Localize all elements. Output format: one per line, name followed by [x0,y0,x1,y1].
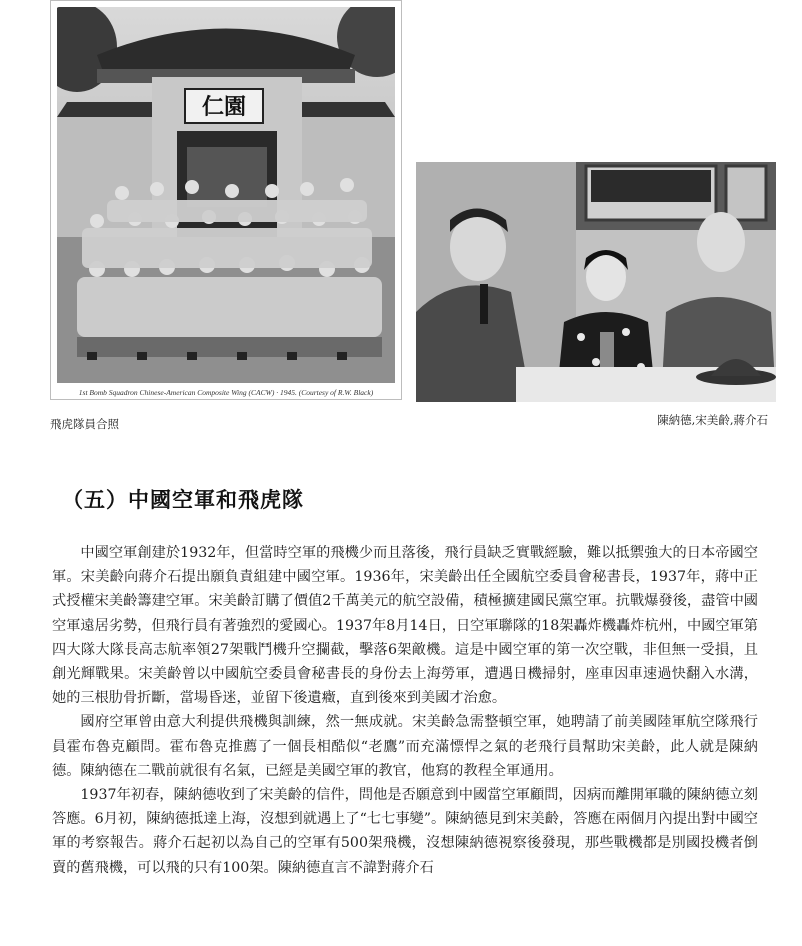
left-photo-caption: 飛虎隊員合照 [50,417,119,431]
section-heading: （五）中國空軍和飛虎隊 [62,488,304,512]
portrait-photo [416,162,776,402]
paragraph-3: 1937年初春，陳納德收到了宋美齡的信件，問他是否願意到中國當空軍顧問，因病而離開軍職的陳納德立刻答應。6月初，陳納德抵達上海，沒想到就遇上了“七七事變”。陳納德見到宋美齡，答應在兩個月內提出對中國空軍的考察報告。蔣介石起初以為自己的空軍有500架飛機，沒想陳納德視察後發現，那些戰機都是別國投機者倒賣的舊飛機，可以飛的只有100架。陳納德直言不諱對蔣介石 [52,787,758,876]
photo-credit: 1st Bomb Squadron Chinese-American Composite Wing (CACW) · 1945. (Courtesy of R.W. Black) [78,388,374,397]
group-photo-image [57,7,395,383]
article-body [52,541,758,880]
paragraph-1: 中國空軍創建於1932年，但當時空軍的飛機少而且落後，飛行員缺乏實戰經驗，難以抵禦強大的日本帝國空軍。宋美齡向蔣介石提出願負責組建中國空軍。1936年，宋美齡出任全國航空委員會秘書長，1937年，蔣中正式授權宋美齡籌建空軍。宋美齡訂購了價值2千萬美元的航空設備，積極擴建國民黨空軍。抗戰爆發後，盡管中國空軍遠居劣勢，但飛行員有著強烈的愛國心。1937年8月14日，日空軍聯隊的18架轟炸機轟炸杭州，中國空軍第四大隊大隊長高志航率領27架戰鬥機升空攔截，擊落6架敵機。這是中國空軍的第一次空戰，非但無一受損，且創光輝戰果。宋美齡曾以中國航空委員會秘書長的身份去上海勞軍，遭遇日機掃射，座車因車速過快翻入水溝，她的三根肋骨折斷，當場昏迷，並留下後遺癥，直到後來到美國才治愈。 [52,545,758,707]
group-photo-illustration [57,7,395,383]
paragraph-2: 國府空軍曾由意大利提供飛機與訓練，然一無成就。宋美齡急需整頓空軍，她聘請了前美國陸軍航空隊飛行員霍布魯克顧問。霍布魯克推薦了一個長相酷似“老鷹”而充滿慓悍之氣的老飛行員幫助宋美齡，此人就是陳納德。陳納德在二戰前就很有名氣，已經是美國空軍的教官，他寫的教程全軍通用。 [52,714,758,779]
right-photo-caption: 陳納德,宋美齡,蔣介石 [657,413,768,427]
gate-plaque: 仁園 [201,94,247,120]
group-photo [50,0,402,400]
portrait-illustration [416,162,776,402]
